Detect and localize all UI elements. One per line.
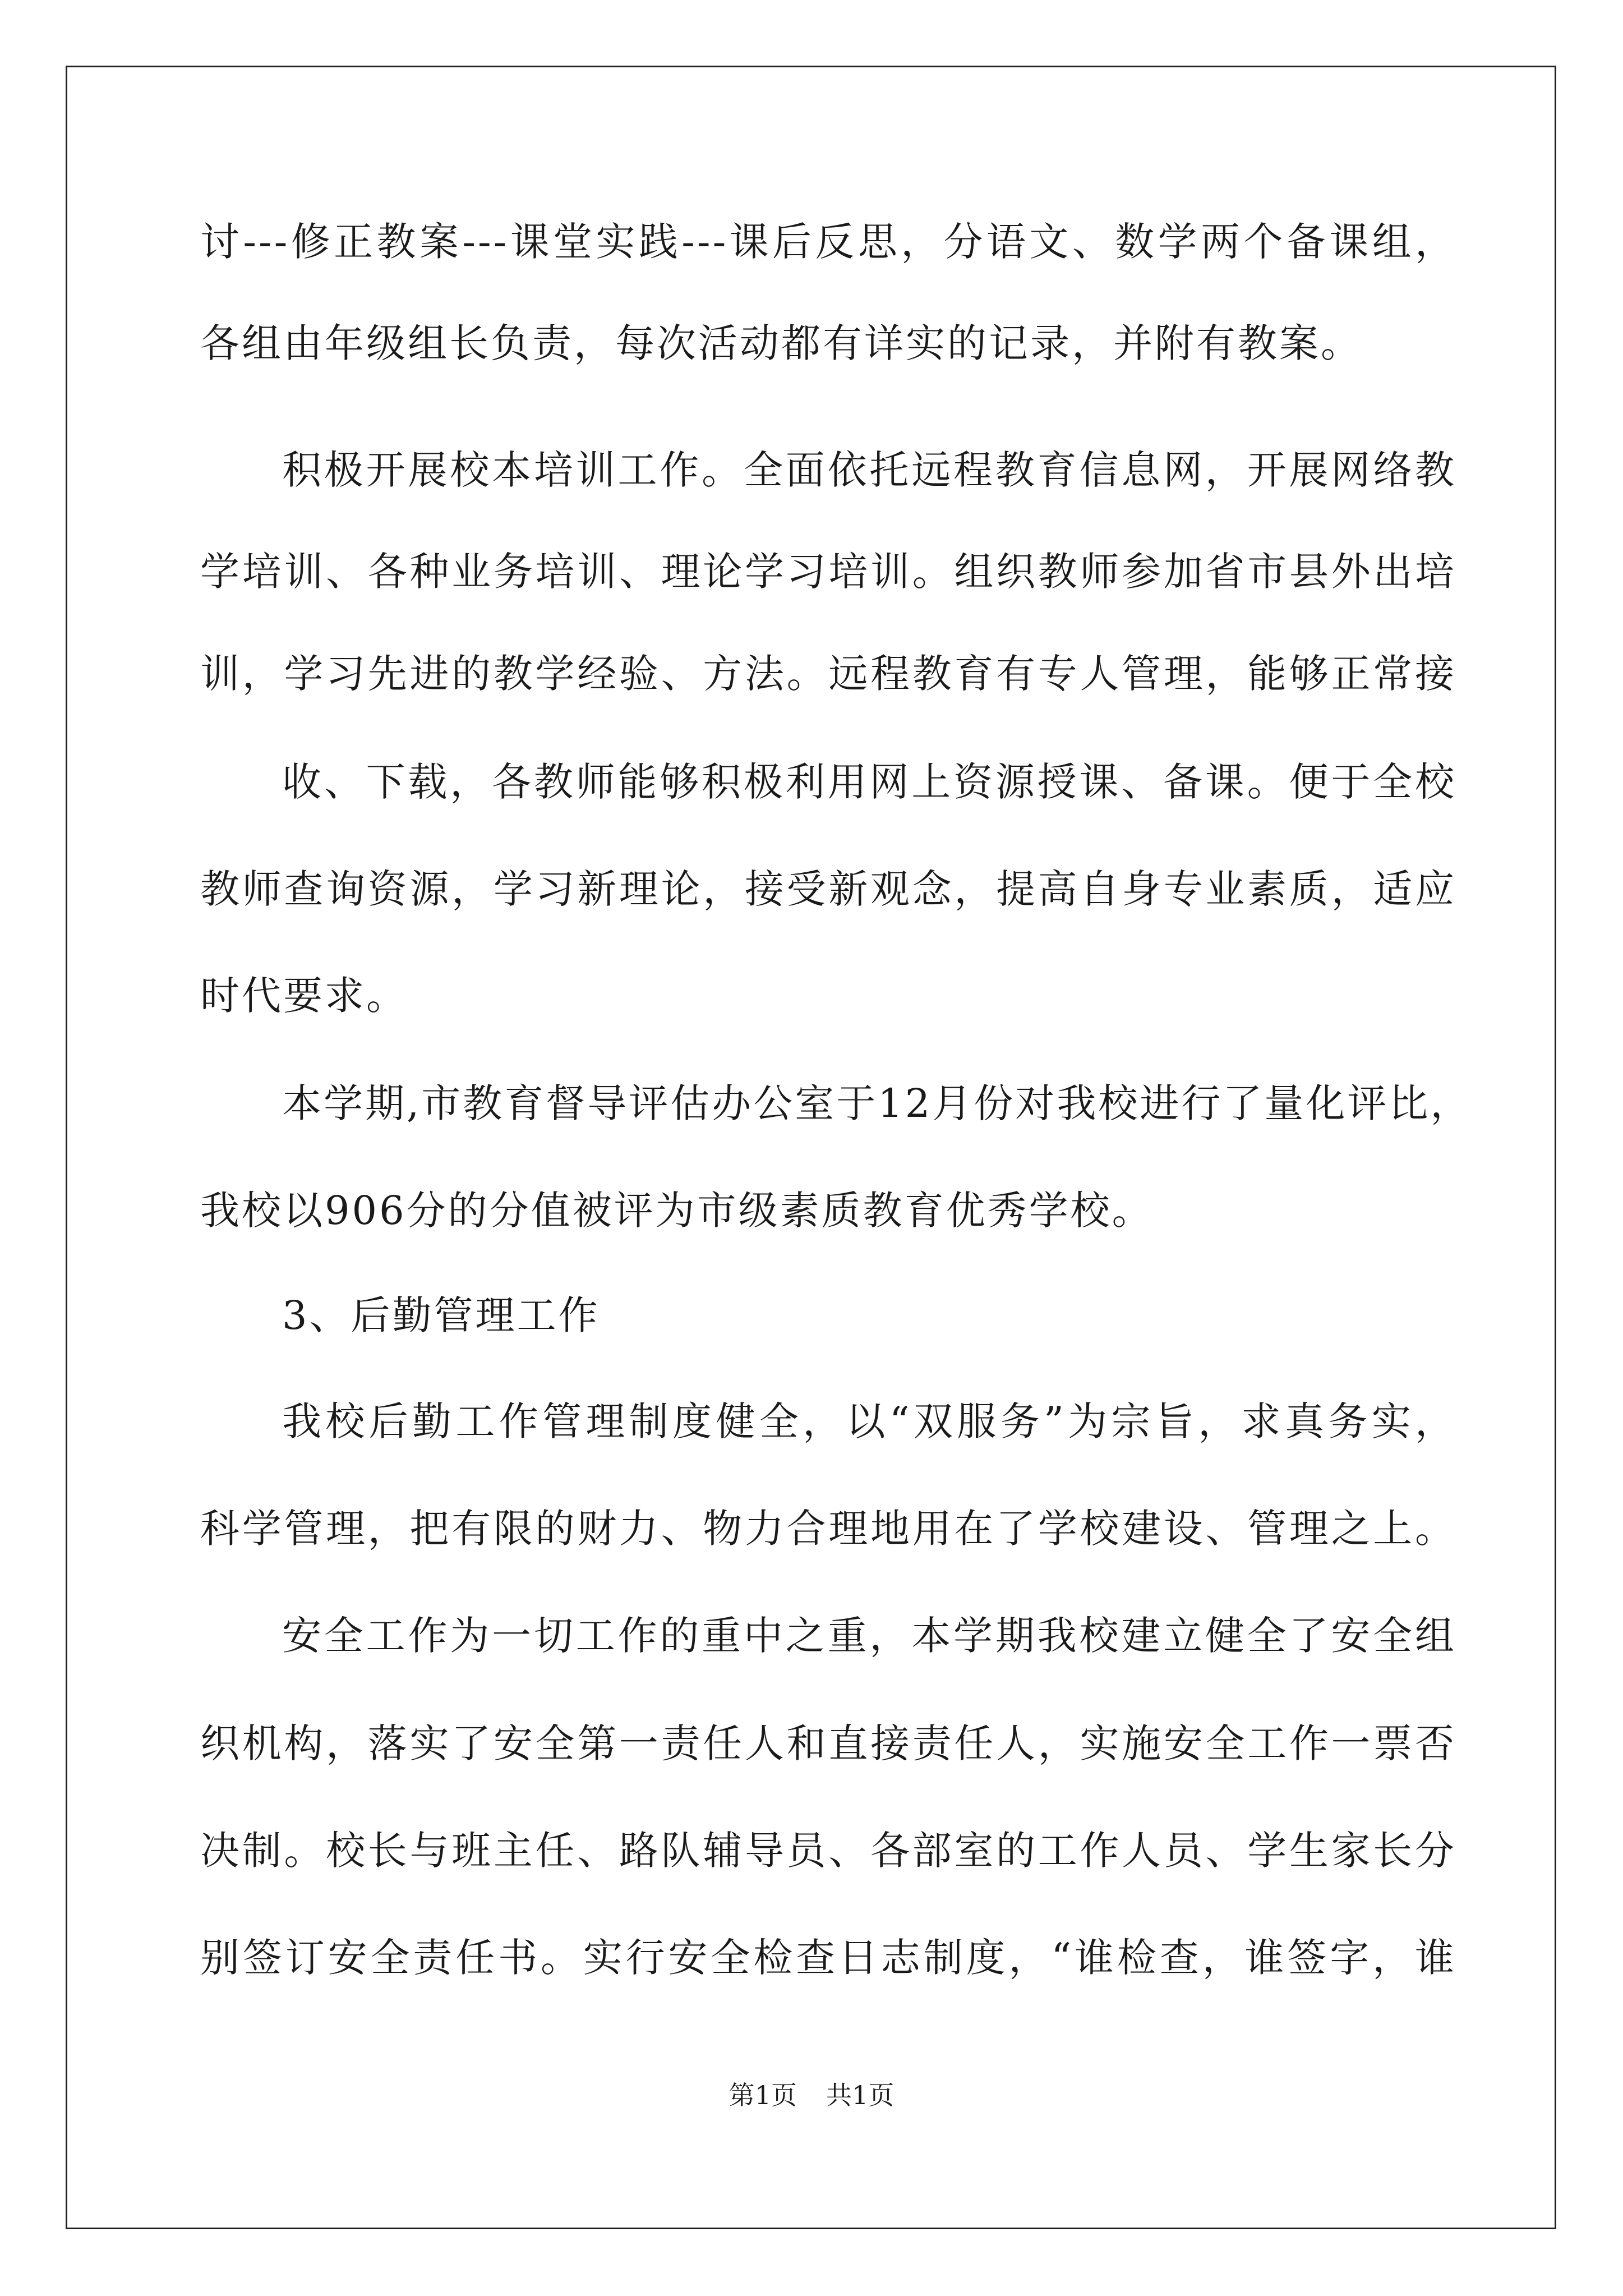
text-line-1: 讨---修正教案---课堂实践---课后反思，分语文、数学两个备课组， [200,219,1456,265]
text-line-17: 别签订安全责任书。实行安全检查日志制度，“谁检查，谁签字，谁 [200,1935,1456,1981]
text-line-10: 我校以906分的分值被评为市级素质教育优秀学校。 [200,1188,1154,1234]
text-line-16: 决制。校长与班主任、路队辅导员、各部室的工作人员、学生家长分 [200,1828,1456,1874]
text-line-6: 收、下载，各教师能够积极利用网上资源授课、备课。便于全校 [282,759,1456,805]
text-line-8: 时代要求。 [200,973,408,1019]
text-line-7: 教师查询资源，学习新理论，接受新观念，提高自身专业素质，适应 [200,866,1456,912]
page-border [66,66,1556,2229]
text-line-5: 训，学习先进的教学经验、方法。远程教育有专人管理，能够正常接 [200,651,1456,697]
page-number: 第1页 [728,2080,797,2110]
text-line-2: 各组由年级组长负责，每次活动都有详实的记录，并附有教案。 [200,320,1362,366]
section-heading: 3、后勤管理工作 [282,1292,600,1338]
text-line-13: 科学管理，把有限的财力、物力合理地用在了学校建设、管理之上。 [200,1506,1456,1552]
text-line-14: 安全工作为一切工作的重中之重，本学期我校建立健全了安全组 [282,1613,1456,1659]
page-footer [0,2078,1623,2112]
text-line-9: 本学期,市教育督导评估办公室于12月份对我校进行了量化评比， [282,1080,1472,1126]
text-line-12: 我校后勤工作管理制度健全，以“双服务”为宗旨，求真务实， [282,1398,1456,1444]
text-line-3: 积极开展校本培训工作。全面依托远程教育信息网，开展网络教 [282,447,1456,493]
page-total: 共1页 [826,2080,895,2110]
text-line-4: 学培训、各种业务培训、理论学习培训。组织教师参加省市县外出培 [200,549,1456,595]
text-line-15: 织机构，落实了安全第一责任人和直接责任人，实施安全工作一票否 [200,1720,1456,1766]
